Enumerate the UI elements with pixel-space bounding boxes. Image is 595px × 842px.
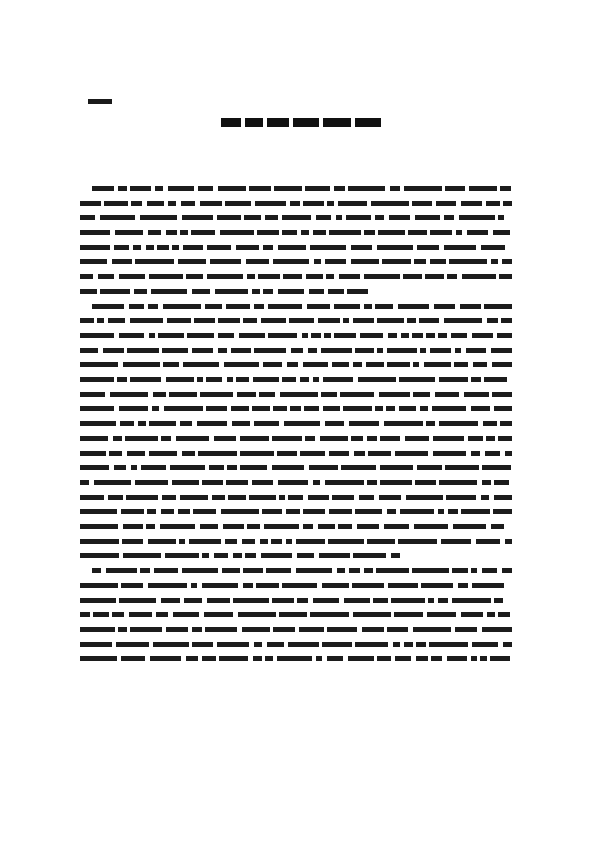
- text-line: [80, 259, 512, 264]
- text-line: [80, 524, 512, 529]
- text-line: [80, 230, 512, 235]
- text-line: [80, 186, 512, 191]
- text-line: [80, 480, 512, 485]
- text-line: [80, 304, 512, 309]
- text-line: [80, 348, 512, 353]
- text-line: [80, 495, 512, 500]
- text-line: [80, 274, 512, 279]
- text-line: [80, 642, 512, 647]
- text-line: [80, 421, 512, 426]
- text-line: [80, 568, 512, 573]
- text-line: [80, 377, 512, 382]
- text-line: [80, 245, 512, 250]
- text-line: [80, 333, 512, 338]
- text-line: [80, 583, 512, 588]
- text-line: [80, 451, 512, 456]
- text-line: [80, 362, 512, 367]
- text-line: [80, 215, 512, 220]
- page-header-mark: [88, 99, 112, 104]
- text-line: [80, 627, 512, 632]
- text-line: [80, 392, 512, 397]
- text-line: [80, 465, 512, 470]
- text-line: [80, 553, 400, 558]
- text-line: [80, 509, 512, 514]
- text-line: [80, 436, 512, 441]
- text-line: [80, 406, 512, 411]
- text-line: [80, 656, 510, 661]
- text-line: [80, 612, 512, 617]
- text-line: [80, 598, 512, 603]
- text-line: [80, 318, 512, 323]
- text-line: [80, 201, 512, 206]
- text-line: [80, 539, 512, 544]
- page-title: [221, 118, 381, 128]
- text-line: [80, 289, 368, 294]
